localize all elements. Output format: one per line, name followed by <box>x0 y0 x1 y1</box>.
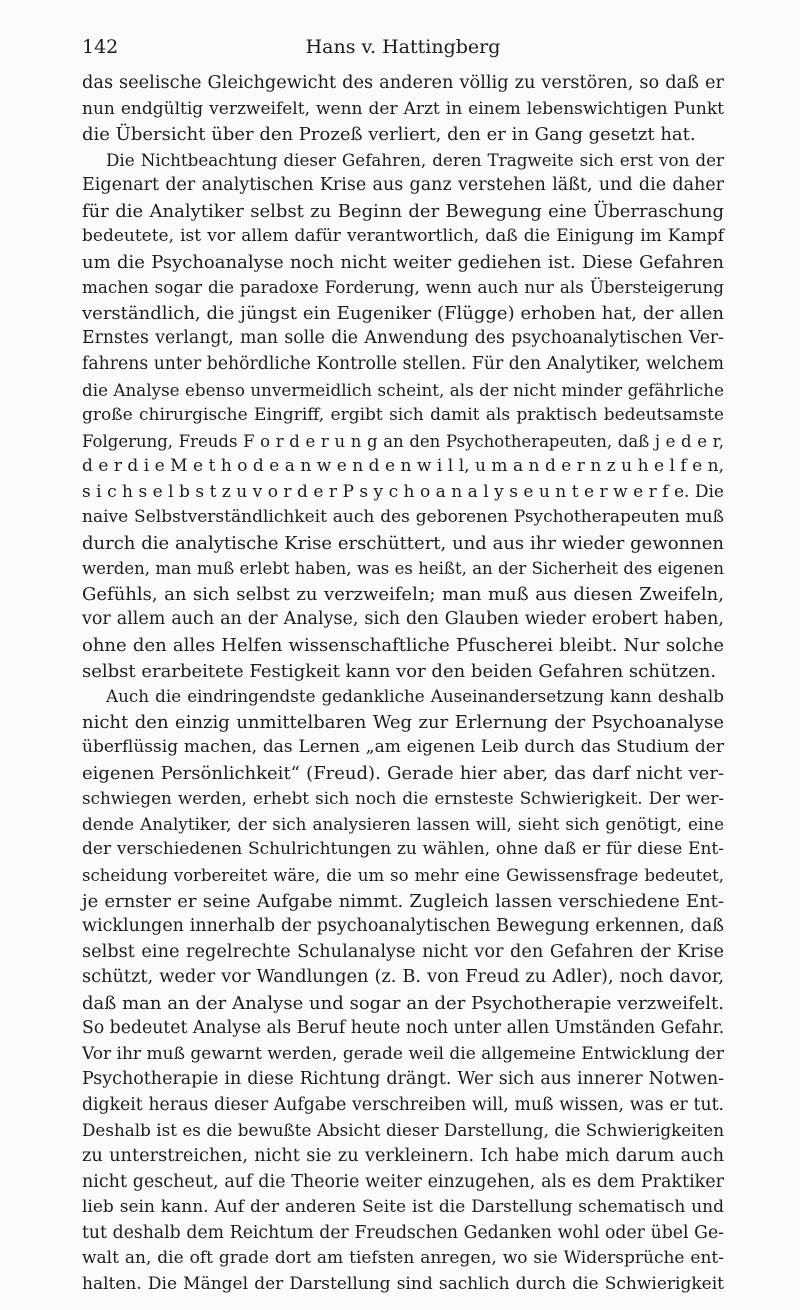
text-line: um die Psychoanalyse noch nicht weiter gediehen ist. Diese Gefahren <box>82 251 724 273</box>
text-line: nicht gescheut, auf die Theorie weiter einzugehen, als es dem Praktiker <box>82 1171 724 1192</box>
text-line: fahrens unter behördliche Kontrolle stellen. Für den Analytiker, welchem <box>82 354 724 375</box>
text-line: Ernstes verlangt, man solle die Anwendung des psychoanalytischen Ver- <box>82 328 724 349</box>
text-line: Auch die eindringendste gedankliche Auseinandersetzung kann deshalb <box>106 686 724 707</box>
text-line: durch die analytische Krise erschüttert, und aus ihr wieder gewonnen <box>82 532 724 554</box>
text-line: Eigenart der analytischen Krise aus ganz verstehen läßt, und die daher <box>82 175 724 196</box>
book-page <box>82 34 724 1297</box>
text-line: bedeutete, ist vor allem dafür verantwortlich, daß die Einigung im Kampf <box>82 226 724 247</box>
text-line: schützt, weder vor Wandlungen (z. B. von Freud zu Adler), noch davor, <box>82 967 724 988</box>
text-line: zu unterstreichen, nicht sie zu verkleinern. Ich habe mich darum auch <box>82 1145 724 1166</box>
text-line: digkeit heraus dieser Aufgabe verschreiben will, muß wissen, was er tut. <box>82 1094 724 1115</box>
text-line: walt an, die oft grade dort am tiefsten anregen, wo sie Widersprüche ent- <box>82 1248 724 1269</box>
running-head: Hans v. Hattingberg <box>305 36 501 58</box>
text-line: Deshalb ist es die bewußte Absicht dieser Darstellung, die Schwierigkeiten <box>82 1120 724 1141</box>
text-line: der verschiedenen Schulrichtungen zu wählen, ohne daß er für diese Ent- <box>82 839 724 860</box>
text-line: die Übersicht über den Prozeß verliert, den er in Gang gesetzt hat. <box>82 124 696 146</box>
text-line: lieb sein kann. Auf der anderen Seite ist die Darstellung schematisch und <box>82 1197 724 1218</box>
text-line: scheidung vorbereitet wäre, die um so mehr eine Gewissensfrage bedeutet, <box>82 865 724 885</box>
text-line: s i c h s e l b s t z u v o r d e r P s y c h o a n a l y s e u n t e r w e r f e. Die <box>82 481 724 502</box>
text-line: große chirurgische Eingriff, ergibt sich damit als praktisch bedeutsamste <box>82 405 724 426</box>
text-line: Vor ihr muß gewarnt werden, gerade weil die allgemeine Entwicklung der <box>82 1043 724 1064</box>
text-line: eigenen Persönlichkeit“ (Freud). Gerade hier aber, das darf nicht ver- <box>82 762 724 784</box>
text-line: schwiegen werden, erhebt sich noch die ernsteste Schwierigkeit. Der wer- <box>82 788 724 809</box>
text-line: So bedeutet Analyse als Beruf heute noch unter allen Umständen Gefahr. <box>82 1018 725 1039</box>
text-line: selbst eine regelrechte Schulanalyse nicht vor den Gefahren der Krise <box>82 941 724 962</box>
text-line: werden, man muß erlebt haben, was es heißt, an der Sicherheit des eigenen <box>82 559 724 579</box>
text-line: die Analyse ebenso unvermeidlich scheint, als der nicht minder gefährliche <box>82 379 724 400</box>
text-line: vor allem auch an der Analyse, sich den Glauben wieder erobert haben, <box>82 609 724 630</box>
text-line: Folgerung, Freuds F o r d e r u n g an den Psychotherapeuten, daß j e d e r, <box>82 431 724 451</box>
text-line: wicklungen innerhalb der psychoanalytischen Bewegung erkennen, daß <box>82 916 724 937</box>
text-line: das seelische Gleichgewicht des anderen völlig zu verstören, so daß er <box>82 73 724 93</box>
text-line: d e r d i e M e t h o d e a n w e n d e n w i l l, u m a n d e r n z u h e l f e n, <box>82 456 724 477</box>
page-header <box>82 34 724 60</box>
text-line: verständlich, die jüngst ein Eugeniker (Flügge) erhoben hat, der allen <box>82 302 724 324</box>
text-line: selbst erarbeitete Festigkeit kann vor den beiden Gefahren schützen. <box>82 660 717 682</box>
text-line: nun endgültig verzweifelt, wenn der Arzt in einem lebenswichtigen Punkt <box>82 98 724 119</box>
text-line: machen sogar die paradoxe Forderung, wenn auch nur als Übersteigerung <box>82 277 724 298</box>
text-line: dende Analytiker, der sich analysieren lassen will, sieht sich genötigt, eine <box>82 813 724 834</box>
text-line: überflüssig machen, das Lernen „am eigenen Leib durch das Studium der <box>82 737 724 758</box>
text-line: tut deshalb dem Reichtum der Freudschen Gedanken wohl oder übel Ge- <box>82 1222 724 1243</box>
text-line: Gefühls, an sich selbst zu verzweifeln; man muß aus diesen Zweifeln, <box>82 583 724 605</box>
text-line: für die Analytiker selbst zu Beginn der Bewegung eine Überraschung <box>82 200 724 222</box>
page-number: 142 <box>82 36 119 58</box>
text-line: Die Nichtbeachtung dieser Gefahren, deren Tragweite sich erst von der <box>106 149 724 170</box>
text-line: Psychotherapie in diese Richtung drängt. Wer sich aus innerer Notwen- <box>82 1069 724 1090</box>
text-line: nicht den einzig unmittelbaren Weg zur Erlernung der Psychoanalyse <box>82 711 724 733</box>
text-line: ohne den alles Helfen wissenschaftliche Pfuscherei bleibt. Nur solche <box>82 635 724 657</box>
body-text <box>82 71 724 1297</box>
text-line: halten. Die Mängel der Darstellung sind sachlich durch die Schwierigkeit <box>82 1273 724 1294</box>
text-line: daß man an der Analyse und sogar an der Psychotherapie verzweifelt. <box>82 992 724 1014</box>
text-line: naive Selbstverständlichkeit auch des geborenen Psychotherapeuten muß <box>82 507 724 528</box>
text-line: je ernster er seine Aufgabe nimmt. Zugleich lassen verschiedene Ent- <box>82 890 724 912</box>
